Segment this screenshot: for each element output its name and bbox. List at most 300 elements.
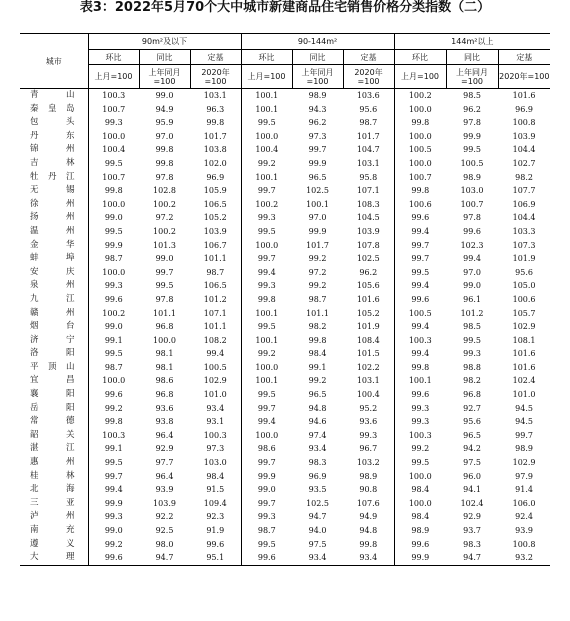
index-value-cell: 99.6 [463,226,481,236]
index-value-cell: 94.9 [343,510,394,524]
index-value-cell: 96.2 [343,266,394,280]
index-value-cell: 94.5 [515,417,533,427]
table-row [20,524,550,538]
table-row [20,184,550,198]
sub-header-base: 定基 [190,50,241,65]
index-value-cell: 99.0 [104,322,123,332]
index-value-cell: 99.4 [190,347,241,361]
index-value-cell: 94.9 [155,104,174,114]
index-value-cell: 99.4 [104,485,123,495]
index-value-cell: 94.0 [308,526,327,535]
index-value-cell: 98.9 [411,526,430,535]
index-value-cell: 99.0 [463,281,481,291]
index-value-cell: 99.7 [257,403,276,413]
index-value-cell: 98.6 [257,444,276,454]
index-value-cell: 100.4 [102,145,126,155]
index-value-cell: 108.2 [190,334,241,348]
index-value-cell: 99.4 [257,417,276,427]
sub-header-base: 定基 [343,50,394,65]
table-row [20,347,550,361]
index-value-cell: 99.7 [411,254,430,264]
index-value-cell: 99.8 [104,417,123,427]
index-value-cell: 99.5 [257,390,276,400]
index-value-cell: 100.2 [408,91,432,100]
index-value-cell: 99.3 [257,512,276,522]
index-value-cell: 99.5 [104,158,123,168]
index-value-cell: 99.2 [411,444,430,454]
index-value-cell: 99.0 [155,254,174,264]
index-value-cell: 93.7 [463,526,481,535]
sub-header-base: 定基 [498,50,550,65]
index-value-cell: 99.3 [411,417,430,427]
city-name-cell: 蚌埠 [20,252,88,266]
index-value-cell: 96.1 [463,294,481,304]
city-name-cell: 常德 [20,415,88,429]
table-row [20,361,550,375]
index-value-cell: 99.7 [104,471,123,481]
index-value-cell: 99.1 [308,362,327,372]
index-value-cell: 100.0 [255,240,279,250]
index-value-cell: 100.1 [408,376,432,386]
index-value-cell: 106.0 [512,498,536,508]
index-value-cell: 106.9 [512,199,536,209]
index-value-cell: 97.0 [308,213,327,223]
base-header-mom: 上月=100 [394,65,446,89]
table-row [20,157,550,171]
index-value-cell: 93.9 [155,485,174,495]
index-value-cell: 99.8 [308,335,327,345]
index-value-cell: 99.0 [104,213,123,223]
index-value-cell: 100.7 [102,172,126,182]
index-value-cell: 98.4 [411,512,430,522]
index-value-cell: 98.9 [343,470,394,484]
index-value-cell: 99.0 [257,485,276,495]
index-value-cell: 93.4 [343,551,394,565]
index-value-cell: 100.5 [408,308,432,318]
index-value-cell: 100.1 [255,335,279,345]
index-value-cell: 101.6 [512,349,536,359]
index-value-cell: 102.5 [306,498,329,508]
index-value-cell: 92.7 [463,403,481,413]
index-value-cell: 100.7 [408,172,432,182]
index-value-cell: 96.8 [463,390,481,400]
sub-header-mom: 环比 [394,50,446,65]
city-name-cell: 岳阳 [20,402,88,416]
index-value-cell: 97.3 [190,442,241,456]
index-value-cell: 97.3 [308,131,327,141]
city-name-cell: 秦皇岛 [20,103,88,117]
index-value-cell: 99.4 [411,349,430,359]
index-value-cell: 94.7 [139,551,190,565]
index-value-cell: 105.2 [343,307,394,321]
index-value-cell: 99.9 [463,131,481,141]
index-value-cell: 94.5 [515,403,533,413]
index-value-cell: 99.8 [257,294,276,304]
table-row [20,171,550,185]
index-value-cell: 100.5 [460,158,484,168]
base-header-mom: 上月=100 [241,65,292,89]
city-name-cell: 襄阳 [20,388,88,402]
index-value-cell: 103.6 [343,89,394,103]
index-value-cell: 99.5 [104,458,123,468]
city-name-cell: 大理 [20,551,88,565]
index-value-cell: 98.7 [257,526,276,535]
index-value-cell: 106.5 [190,198,241,212]
index-value-cell: 101.0 [512,390,536,400]
index-value-cell: 93.4 [292,551,343,565]
index-value-cell: 96.8 [155,322,174,332]
index-value-cell: 98.7 [104,254,123,264]
index-value-cell: 96.0 [463,471,481,481]
index-value-cell: 103.1 [343,374,394,388]
index-value-cell: 99.4 [411,322,430,332]
index-value-cell: 102.4 [460,498,484,508]
index-value-cell: 100.3 [102,91,126,100]
city-name-cell: 丹东 [20,130,88,144]
index-value-cell: 101.5 [343,347,394,361]
table-row [20,266,550,280]
index-value-cell: 99.7 [257,254,276,264]
index-value-cell: 92.3 [190,510,241,524]
index-value-cell: 103.9 [190,225,241,239]
index-value-cell: 99.8 [155,158,174,168]
index-value-cell: 101.2 [190,293,241,307]
table-row [20,374,550,388]
base-header-row [20,65,550,89]
index-value-cell: 99.2 [257,349,276,359]
index-value-cell: 98.2 [308,322,327,332]
index-value-cell: 93.2 [498,551,550,565]
index-value-cell: 99.5 [104,349,123,359]
index-value-cell: 99.2 [308,254,327,264]
index-value-cell: 99.6 [104,390,123,400]
sub-header-yoy: 同比 [446,50,498,65]
index-value-cell: 98.7 [343,116,394,130]
index-value-cell: 102.5 [306,186,329,196]
index-value-cell: 94.8 [308,403,327,413]
index-value-cell: 96.4 [155,430,174,440]
index-value-cell: 102.9 [512,322,536,332]
index-value-cell: 96.7 [343,442,394,456]
index-value-cell: 99.9 [104,240,123,250]
index-value-cell: 96.9 [515,104,533,114]
index-value-cell: 94.7 [308,512,327,522]
index-value-cell: 106.7 [190,239,241,253]
index-value-cell: 98.7 [190,266,241,280]
base-header-fixed: 2020年=100 [343,65,394,89]
index-value-cell: 101.0 [190,388,241,402]
index-value-cell: 97.2 [155,213,174,223]
index-value-cell: 97.5 [308,539,327,549]
table-row [20,334,550,348]
index-value-cell: 99.7 [257,186,276,196]
index-value-cell: 99.6 [411,390,430,400]
index-value-cell: 105.7 [512,308,536,318]
table-row [20,225,550,239]
index-value-cell: 101.7 [343,130,394,144]
index-value-cell: 96.9 [190,171,241,185]
index-value-cell: 96.3 [190,103,241,117]
index-value-cell: 100.1 [306,199,329,209]
index-value-cell: 97.8 [155,172,174,182]
index-value-cell: 92.4 [515,512,533,522]
index-value-cell: 100.7 [460,199,484,209]
index-value-cell: 95.1 [190,551,241,565]
table-row [20,510,550,524]
base-header-yoy: 上年同月=100 [139,65,190,89]
index-value-cell: 101.7 [306,240,329,250]
table-row [20,497,550,511]
sub-header-yoy: 同比 [292,50,343,65]
index-value-cell: 99.6 [411,213,430,223]
index-value-cell: 99.9 [308,226,327,236]
index-value-cell: 99.2 [308,281,327,291]
index-value-cell: 94.2 [463,444,481,454]
city-name-cell: 包头 [20,116,88,130]
base-header-fixed: 2020年=100 [190,65,241,89]
index-value-cell: 101.6 [512,91,536,100]
index-value-cell: 107.7 [512,186,536,196]
city-name-cell: 桂林 [20,470,88,484]
city-name-cell: 平顶山 [20,361,88,375]
index-value-cell: 99.5 [411,267,430,277]
index-value-cell: 100.8 [512,118,536,128]
index-value-cell: 102.5 [343,252,394,266]
index-value-cell: 99.7 [257,498,276,508]
index-value-cell: 100.0 [102,199,126,209]
index-value-cell: 107.6 [343,497,394,511]
index-value-cell: 99.3 [104,118,123,128]
table-row [20,320,550,334]
city-name-cell: 无锡 [20,184,88,198]
index-value-cell: 92.5 [155,526,174,535]
index-value-cell: 99.5 [257,539,276,549]
index-value-cell: 100.0 [102,376,126,386]
index-value-cell: 93.4 [190,402,241,416]
index-value-cell: 95.8 [343,171,394,185]
index-value-cell: 97.0 [463,267,481,277]
index-value-cell: 103.1 [190,89,241,103]
index-value-cell: 100.2 [153,226,176,236]
city-name-cell: 赣州 [20,307,88,321]
index-value-cell: 99.9 [394,551,446,565]
index-value-cell: 100.8 [512,539,536,549]
index-value-cell: 99.4 [257,267,276,277]
index-value-cell: 99.3 [257,281,276,291]
index-value-cell: 100.0 [408,498,432,508]
city-name-cell: 温州 [20,225,88,239]
table-row [20,293,550,307]
index-value-cell: 100.2 [153,199,176,209]
index-value-cell: 100.3 [408,335,432,345]
base-header-yoy: 上年同月=100 [292,65,343,89]
index-value-cell: 100.4 [255,145,279,155]
index-value-cell: 98.4 [411,485,430,495]
index-value-cell: 99.5 [463,335,481,345]
city-name-cell: 牡丹江 [20,171,88,185]
table-row [20,279,550,293]
city-name-cell: 宜昌 [20,374,88,388]
table-row [20,239,550,253]
index-value-cell: 98.1 [155,362,174,372]
index-value-cell: 91.5 [190,483,241,497]
index-value-cell: 100.6 [512,294,536,304]
index-value-cell: 99.3 [411,403,430,413]
index-value-cell: 100.0 [408,104,432,114]
index-value-cell: 99.7 [257,458,276,468]
index-value-cell: 100.0 [102,267,126,277]
index-value-cell: 95.9 [155,118,174,128]
index-value-cell: 96.2 [463,104,481,114]
table-row [20,116,550,130]
index-value-cell: 102.9 [512,458,536,468]
index-value-cell: 99.6 [411,539,430,549]
city-name-cell: 青山 [20,89,88,103]
index-value-cell: 100.1 [255,376,279,386]
index-value-cell: 98.2 [515,172,533,182]
index-value-cell: 99.5 [257,322,276,332]
table-body [20,89,550,566]
index-value-cell: 99.5 [155,281,174,291]
index-value-cell: 102.2 [343,361,394,375]
index-value-cell: 100.1 [255,104,279,114]
index-value-cell: 102.9 [190,374,241,388]
index-value-cell: 94.6 [308,417,327,427]
index-value-cell: 98.6 [155,376,174,386]
index-value-cell: 100.0 [255,131,279,141]
city-name-cell: 遵义 [20,538,88,552]
index-value-cell: 100.0 [255,362,279,372]
table-row [20,211,550,225]
index-value-cell: 103.3 [512,226,536,236]
index-value-cell: 99.4 [411,226,430,236]
index-value-cell: 95.2 [343,402,394,416]
index-value-cell: 95.6 [463,417,481,427]
index-value-cell: 99.1 [104,444,123,454]
index-value-cell: 98.5 [463,322,481,332]
index-value-cell: 99.5 [104,226,123,236]
index-value-cell: 99.7 [308,145,327,155]
index-value-cell: 96.9 [308,471,327,481]
index-value-cell: 94.7 [446,551,498,565]
index-value-cell: 98.4 [308,349,327,359]
index-value-cell: 100.0 [408,131,432,141]
index-value-cell: 103.9 [512,131,536,141]
index-value-cell: 99.6 [241,551,292,565]
table-row [20,103,550,117]
table-row [20,143,550,157]
index-value-cell: 97.8 [155,294,174,304]
index-value-cell: 91.9 [190,524,241,538]
index-value-cell: 99.8 [411,118,430,128]
index-value-cell: 100.1 [255,91,279,100]
city-name-cell: 三亚 [20,497,88,511]
index-value-cell: 99.3 [343,429,394,443]
group-header-large: 144m²以上 [394,34,550,50]
index-value-cell: 109.4 [190,497,241,511]
index-value-cell: 107.3 [512,240,536,250]
index-value-cell: 105.9 [190,184,241,198]
base-header-mom: 上月=100 [88,65,139,89]
index-value-cell: 99.7 [155,267,174,277]
index-value-cell: 96.5 [308,390,327,400]
index-value-cell: 99.5 [257,118,276,128]
table-row [20,388,550,402]
index-value-cell: 97.8 [463,118,481,128]
city-name-cell: 南充 [20,524,88,538]
index-value-cell: 99.8 [411,186,430,196]
city-name-cell: 吉林 [20,157,88,171]
index-value-cell: 99.5 [257,226,276,236]
city-name-cell: 洛阳 [20,347,88,361]
index-value-cell: 104.4 [512,145,536,155]
index-value-cell: 101.3 [153,240,176,250]
index-value-cell: 100.2 [102,308,126,318]
table-row [20,415,550,429]
index-value-cell: 100.5 [190,361,241,375]
index-value-cell: 99.4 [411,281,430,291]
index-value-cell: 93.6 [343,415,394,429]
sub-header-mom: 环比 [88,50,139,65]
index-value-cell: 107.1 [190,307,241,321]
index-value-cell: 100.6 [408,199,432,209]
index-value-cell: 99.8 [155,145,174,155]
city-name-cell: 扬州 [20,211,88,225]
index-value-cell: 99.3 [257,213,276,223]
index-value-cell: 95.6 [343,103,394,117]
city-name-cell: 韶关 [20,429,88,443]
index-value-cell: 99.9 [257,471,276,481]
index-value-cell: 100.1 [255,172,279,182]
index-value-cell: 101.1 [190,320,241,334]
base-header-yoy: 上年同月=100 [446,65,498,89]
index-value-cell: 97.0 [155,131,174,141]
index-value-cell: 93.8 [155,417,174,427]
index-value-cell: 99.2 [104,403,123,413]
index-value-cell: 97.5 [463,458,481,468]
city-name-cell: 惠州 [20,456,88,470]
index-value-cell: 102.4 [512,376,536,386]
index-value-cell: 92.2 [155,512,174,522]
index-value-cell: 96.5 [463,430,481,440]
index-value-cell: 98.7 [308,294,327,304]
index-value-cell: 93.5 [308,485,327,495]
table-row [20,456,550,470]
index-value-cell: 100.0 [153,335,176,345]
index-value-cell: 99.4 [463,254,481,264]
table-row [20,130,550,144]
index-value-cell: 107.8 [343,239,394,253]
index-value-cell: 99.0 [104,526,123,535]
index-value-cell: 99.6 [88,551,139,565]
table-row [20,483,550,497]
index-value-cell: 101.1 [153,308,176,318]
index-value-cell: 93.4 [308,444,327,454]
city-name-cell: 北海 [20,483,88,497]
index-value-cell: 99.5 [463,145,481,155]
table-row [20,442,550,456]
table-row [20,551,550,565]
index-value-cell: 97.7 [155,458,174,468]
index-value-cell: 100.1 [255,308,279,318]
index-value-cell: 97.8 [463,213,481,223]
table-row [20,402,550,416]
index-value-cell: 100.0 [102,131,126,141]
index-value-cell: 98.4 [190,470,241,484]
index-value-cell: 100.3 [102,430,126,440]
price-index-table [20,33,550,566]
city-name-cell: 泉州 [20,279,88,293]
